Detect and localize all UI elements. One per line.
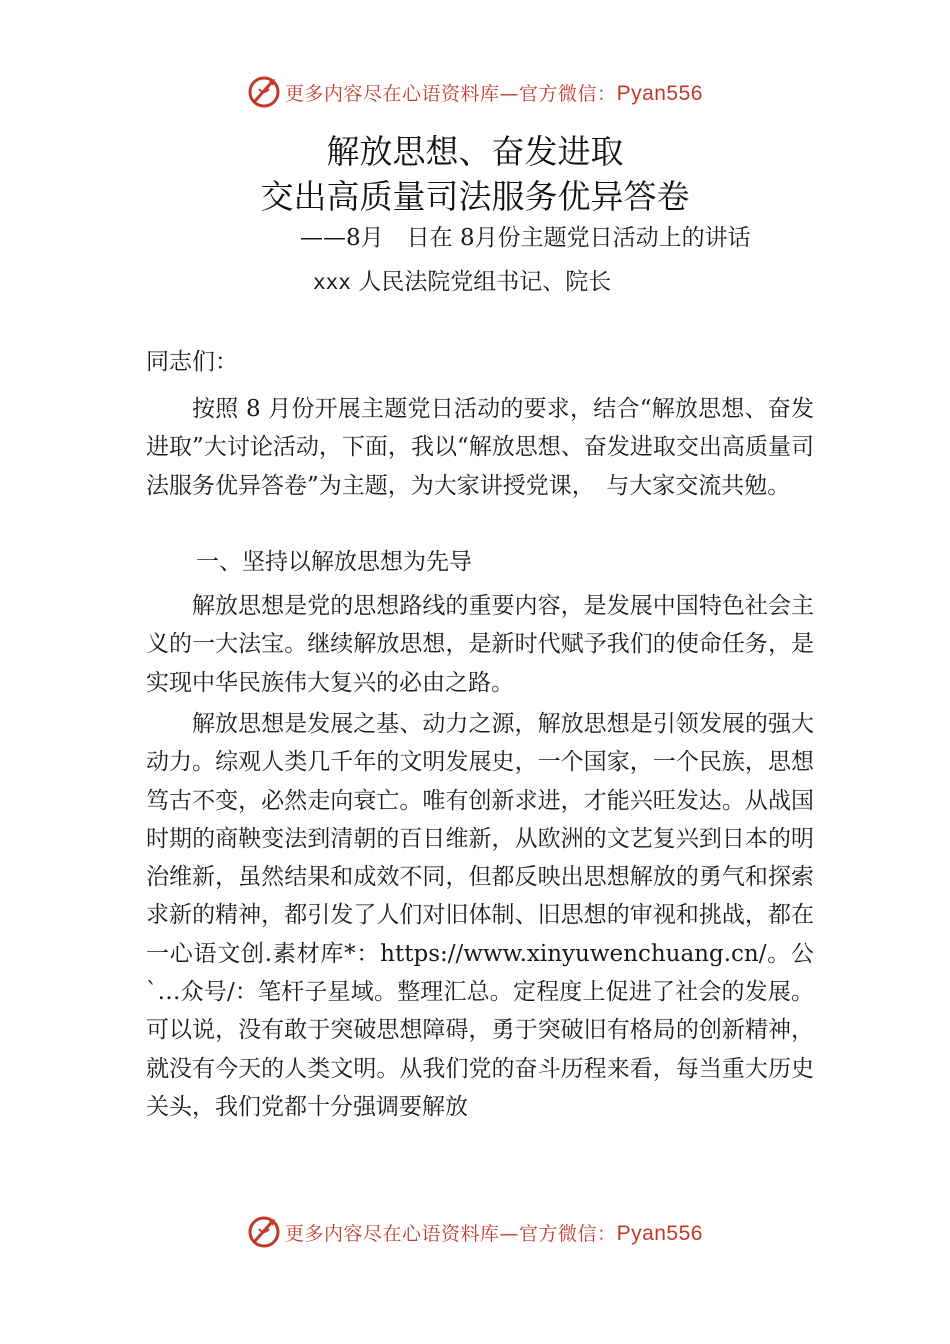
paragraph-intro: 按照 8 月份开展主题党日活动的要求，结合“解放思想、奋发进取”大讨论活动，下面，我以“解放思想、奋发进取交出高质量司法服务优异答卷”为主题，为大家讲授党课， 与大家交流共勉。 bbox=[146, 396, 814, 499]
salutation: 同志们： bbox=[146, 349, 238, 375]
author-title: 人民法院党组书记、院长 bbox=[350, 269, 612, 295]
header-banner bbox=[0, 72, 950, 112]
section-heading: 一、坚持以解放思想为先导 bbox=[196, 549, 472, 575]
author-line bbox=[313, 266, 611, 298]
logo-icon bbox=[247, 75, 281, 109]
banner-text: 更多内容尽在心语资料库—官方微信：Pyan556 bbox=[285, 1221, 703, 1245]
paragraph-3: 解放思想是发展之基、动力之源，解放思想是引领发展的强大动力。综观人类几千年的文明发展史，一个国家，一个民族，思想笃古不变，必然走向衰亡。唯有创新求进，才能兴旺发达。从战国时期的商鞅变法到清朝的百日维新，从欧洲的文艺复兴到日本的明治维新，虽然结果和成效不同，但都反映出思想解放的勇气和探索求新的精神，都引发了人们对旧体制、旧思想的审视和挑战，都在一心语文创.素材库*：https://www.xinyuwenchuang.cn/。公`…众号/：笔杆子星域。整理汇总。定程度上促进了社会的发展。可以说，没有敢于突破思想障碍，勇于突破旧有格局的创新精神，就没有今天的人类文明。从我们党的奋斗历程来看，每当重大历史关头，我们党都十分强调要解放 bbox=[146, 711, 814, 1120]
paragraph-2: 解放思想是党的思想路线的重要内容，是发展中国特色社会主义的一大法宝。继续解放思想，是新时代赋予我们的使命任务，是实现中华民族伟大复兴的必由之路。 bbox=[146, 593, 814, 696]
document-title-line1: 解放思想、奋发进取 bbox=[326, 132, 624, 171]
footer-banner bbox=[0, 1212, 950, 1252]
logo-icon bbox=[247, 1215, 281, 1249]
author-prefix: xxx bbox=[313, 270, 351, 294]
document-title-line2: 交出高质量司法服务优异答卷 bbox=[260, 177, 690, 216]
banner-text: 更多内容尽在心语资料库—官方微信：Pyan556 bbox=[285, 81, 703, 105]
document-subtitle: ——8月 日在 8月份主题党日活动上的讲话 bbox=[300, 225, 751, 251]
